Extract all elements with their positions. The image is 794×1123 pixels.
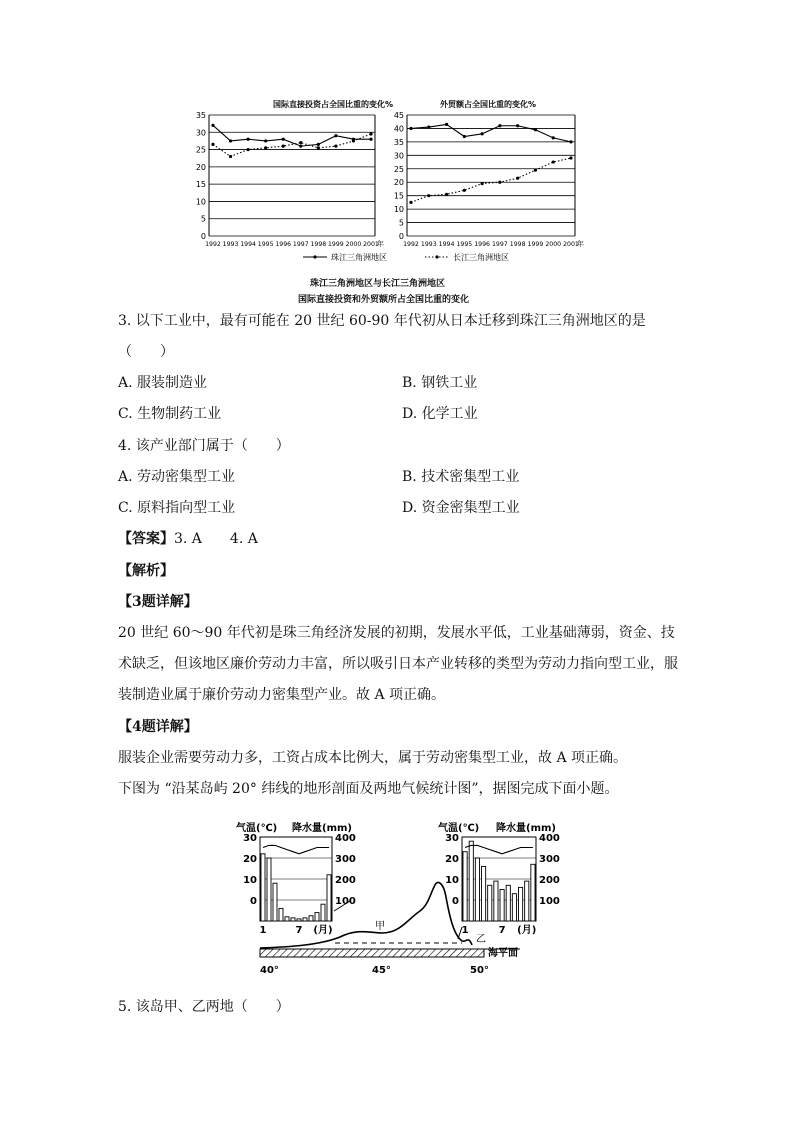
precip-tick-label: 200 — [539, 875, 560, 886]
analysis-label: 【解析】 — [118, 563, 174, 579]
x-tick-label: 1992 — [205, 241, 221, 248]
precip-bar — [261, 854, 265, 921]
y-tick-label: 40 — [393, 124, 404, 134]
precip-tick-label: 300 — [539, 854, 560, 865]
x-tick-label: 1993 — [420, 241, 437, 248]
q3-option-a[interactable]: A. 服装制造业 — [118, 375, 208, 391]
x-tick-label: 1995 — [456, 241, 473, 248]
data-point — [534, 169, 537, 172]
data-point — [569, 140, 572, 143]
precip-bar — [494, 881, 498, 921]
month-label: 7 — [295, 925, 303, 936]
precip-bar — [321, 904, 325, 921]
y-tick-label: 30 — [195, 128, 206, 138]
x-tick-label: 2000 — [545, 241, 562, 248]
precip-bar — [279, 908, 283, 921]
x-tick-label: 1997 — [292, 241, 309, 248]
data-point — [229, 155, 232, 158]
data-point — [516, 177, 519, 180]
x-tick-label: 1996 — [275, 241, 292, 248]
q4-option-b[interactable]: B. 技术密集型工业 — [402, 469, 520, 485]
precip-bar — [285, 917, 289, 921]
x-tick-label: 1997 — [492, 241, 508, 248]
precip-bar — [512, 894, 516, 921]
temp-tick-label: 20 — [445, 854, 459, 865]
precip-bar — [273, 883, 277, 921]
temp-tick-label: 10 — [243, 875, 257, 886]
data-point — [317, 143, 320, 146]
precip-bar — [297, 919, 301, 921]
data-point — [247, 148, 250, 151]
temp-axis-label: 气温(℃) — [236, 823, 278, 834]
data-point — [264, 146, 267, 149]
data-point — [481, 182, 484, 185]
x-tick-label: 1994 — [240, 241, 256, 248]
data-point — [369, 138, 372, 141]
precip-tick-label: 400 — [335, 833, 356, 844]
y-tick-label: 30 — [393, 151, 404, 161]
legend-changjiang: 长江三角洲地区 — [453, 253, 509, 262]
precip-tick-label: 100 — [539, 896, 560, 907]
precip-axis-label: 降水量(mm) — [496, 823, 556, 834]
q4-option-d[interactable]: D. 资金密集型工业 — [402, 500, 520, 516]
precip-bar — [475, 858, 479, 921]
series-line-zhujiang — [411, 124, 571, 141]
q3-detail-text: 20 世纪 60～90 年代初是珠三角经济发展的初期，发展水平低，工业基础薄弱，资金、技术缺乏，但该地区廉价劳动力丰富，所以吸引日本产业转移的类型为劳动力指向型工业，服装制造业属于廉价劳动力密集型产业。故 A 项正确。 — [118, 625, 678, 703]
precip-bar — [315, 913, 319, 921]
y-tick-label: 15 — [195, 180, 206, 190]
chart2-title: 外贸额占全国比重的变化% — [440, 100, 537, 109]
y-tick-label: 10 — [393, 205, 404, 215]
q3-option-c[interactable]: C. 生物制药工业 — [118, 406, 222, 422]
precip-bar — [327, 875, 331, 921]
legend-zhujiang: 珠江三角洲地区 — [331, 253, 387, 262]
y-tick-label: 35 — [195, 111, 206, 120]
q5-stem: 5. 该岛甲、乙两地（ ） — [118, 999, 290, 1015]
label-jia: 甲 — [375, 921, 385, 932]
precip-bar — [506, 885, 510, 921]
y-tick-label: 15 — [393, 191, 404, 201]
data-point — [299, 141, 302, 144]
x-unit-label: 年 — [377, 240, 384, 248]
data-point — [516, 124, 519, 127]
legend — [303, 252, 509, 262]
data-point — [229, 139, 232, 142]
q3-option-d[interactable]: D. 化学工业 — [402, 406, 478, 422]
data-point — [481, 132, 484, 135]
data-point — [334, 134, 337, 137]
temp-tick-label: 0 — [250, 896, 257, 907]
q3-stem: 3. 以下工业中，最有可能在 20 世纪 60-90 年代初从日本迁移到珠江三角洲地区的是 — [118, 313, 646, 329]
y-tick-label: 0 — [200, 232, 206, 241]
data-point — [299, 145, 302, 148]
precip-bar — [309, 916, 313, 921]
y-tick-label: 20 — [393, 178, 404, 188]
y-tick-label: 5 — [200, 214, 206, 224]
data-point — [317, 146, 320, 149]
longitude-50: 50° — [470, 965, 489, 976]
precip-tick-label: 300 — [335, 854, 356, 865]
q4-detail-label: 【4题详解】 — [118, 719, 198, 735]
left-climate-chart — [236, 821, 356, 936]
month-label: (月) — [313, 925, 333, 936]
y-tick-label: 25 — [393, 164, 404, 174]
q4-option-c[interactable]: C. 原料指向型工业 — [118, 500, 236, 516]
precip-bar — [482, 866, 486, 921]
figure1-caption-1: 珠江三角洲地区与长江三角洲地区 — [310, 279, 446, 289]
data-point — [264, 139, 267, 142]
month-label: (月) — [517, 925, 537, 936]
data-point — [445, 193, 448, 196]
answer-line — [118, 529, 258, 549]
temp-tick-label: 0 — [452, 896, 459, 907]
precip-axis-label: 降水量(mm) — [292, 823, 352, 834]
data-point — [211, 143, 214, 146]
y-tick-label: 20 — [195, 162, 206, 172]
precip-bar — [531, 864, 535, 921]
figure1-charts — [195, 95, 595, 265]
precip-bar — [463, 852, 467, 921]
data-point — [247, 138, 250, 141]
data-point — [211, 124, 214, 127]
data-point — [552, 160, 555, 163]
data-point — [427, 194, 430, 197]
answer-label: 【答案】 — [118, 531, 174, 547]
figure2-intro: 下图为 “沿某岛屿 20° 纬线的地形剖面及两地气候统计图”，据图完成下面小题。 — [118, 781, 619, 797]
temp-tick-label: 30 — [243, 833, 257, 844]
y-tick-label: 45 — [393, 111, 404, 120]
answer-text: 3. A 4. A — [174, 531, 258, 547]
data-point — [369, 132, 372, 135]
data-point — [463, 135, 466, 138]
month-label: 7 — [498, 925, 506, 936]
data-point — [498, 124, 501, 127]
figure2-profile — [230, 815, 560, 980]
label-yi: 乙 — [476, 934, 486, 945]
data-point — [552, 136, 555, 139]
data-point — [534, 128, 537, 131]
data-point — [282, 138, 285, 141]
temp-tick-label: 10 — [445, 875, 459, 886]
q3-detail-label: 【3题详解】 — [118, 594, 198, 610]
temp-tick-label: 20 — [243, 854, 257, 865]
temp-tick-label: 30 — [445, 833, 459, 844]
x-tick-label: 1993 — [222, 241, 239, 248]
x-tick-label: 1996 — [474, 241, 490, 248]
q4-option-a[interactable]: A. 劳动密集型工业 — [118, 469, 236, 485]
precip-bar — [469, 841, 473, 921]
x-tick-label: 1999 — [328, 241, 344, 248]
precip-tick-label: 400 — [539, 833, 560, 844]
x-tick-label: 1999 — [527, 241, 544, 248]
data-point — [334, 145, 337, 148]
x-tick-label: 2000 — [345, 241, 362, 248]
precip-tick-label: 200 — [335, 875, 356, 886]
y-tick-label: 35 — [393, 137, 404, 147]
data-point — [352, 139, 355, 142]
x-tick-label: 2001 — [363, 241, 379, 248]
figure1-caption-2: 国际直接投资和外贸额所占全国比重的变化 — [298, 295, 470, 305]
data-point — [498, 181, 501, 184]
longitude-40: 40° — [260, 965, 279, 976]
q4-detail-text: 服装企业需要劳动力多，工资占成本比例大，属于劳动密集型工业，故 A 项正确。 — [118, 750, 628, 766]
data-point — [569, 156, 572, 159]
data-point — [282, 145, 285, 148]
precip-tick-label: 100 — [335, 896, 356, 907]
y-tick-label: 5 — [398, 218, 404, 228]
q3-option-b[interactable]: B. 钢铁工业 — [402, 375, 478, 391]
y-tick-label: 0 — [398, 232, 404, 241]
x-tick-label: 1995 — [257, 241, 274, 248]
month-label: 1 — [259, 925, 267, 936]
precip-bar — [525, 881, 529, 921]
x-tick-label: 1998 — [310, 241, 327, 248]
q4-stem: 4. 该产业部门属于（ ） — [118, 438, 290, 454]
data-point — [409, 127, 412, 130]
precip-bar — [303, 918, 307, 921]
month-label: 1 — [461, 925, 469, 936]
x-tick-label: 2001 — [563, 241, 579, 248]
x-tick-label: 1998 — [509, 241, 526, 248]
data-point — [445, 123, 448, 126]
precip-bar — [267, 858, 271, 921]
y-tick-label: 25 — [195, 145, 206, 155]
y-tick-label: 10 — [195, 197, 206, 207]
precip-bar — [291, 918, 295, 921]
chart2-plot — [394, 111, 584, 248]
x-tick-label: 1992 — [403, 241, 419, 248]
data-point — [463, 189, 466, 192]
x-unit-label: 年 — [577, 240, 584, 248]
precip-bar — [488, 885, 492, 921]
right-climate-chart — [438, 821, 560, 936]
sea-level-bar — [260, 949, 484, 957]
q3-blank: （ ） — [118, 344, 174, 360]
temp-axis-label: 气温(℃) — [438, 823, 480, 834]
data-point — [427, 126, 430, 129]
data-point — [409, 201, 412, 204]
precip-bar — [500, 890, 504, 922]
label-sea-level: 海平面 — [488, 948, 518, 959]
longitude-45: 45° — [372, 965, 391, 976]
chart1-plot — [196, 111, 384, 248]
x-tick-label: 1994 — [438, 241, 455, 248]
series-line-changjiang — [213, 134, 371, 156]
chart1-title: 国际直接投资占全国比重的变化% — [273, 100, 394, 109]
precip-bar — [519, 887, 523, 921]
